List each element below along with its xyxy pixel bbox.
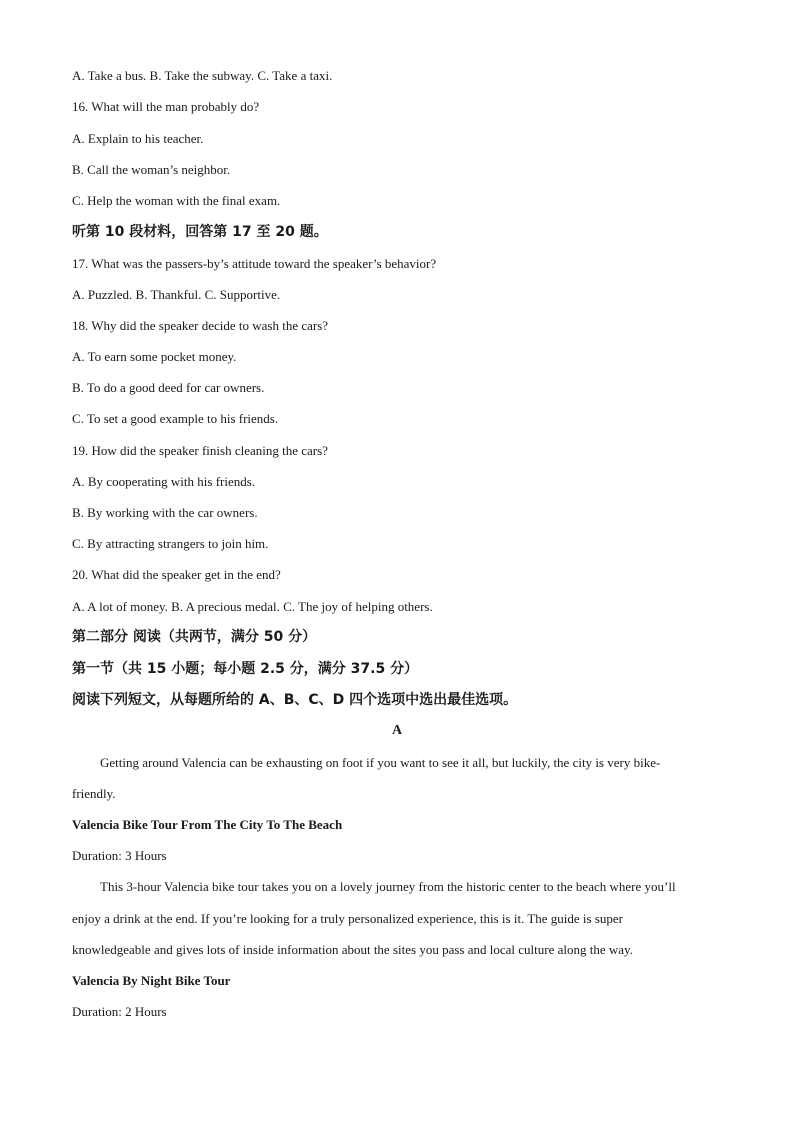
q16-option-b: B. Call the woman’s neighbor. bbox=[72, 162, 231, 177]
q17-options: A. Puzzled. B. Thankful. C. Supportive. bbox=[72, 287, 281, 302]
q18-option-a: A. To earn some pocket money. bbox=[72, 349, 237, 364]
q19-option-c: C. By attracting strangers to join him. bbox=[72, 536, 269, 551]
q20-question: 20. What did the speaker get in the end? bbox=[72, 567, 281, 582]
intro-paragraph-line2: friendly. bbox=[72, 786, 116, 801]
tour2-duration: Duration: 2 Hours bbox=[72, 1004, 167, 1019]
tour1-description-line1: This 3-hour Valencia bike tour takes you on a lovely journey from the historic center to the beach where you’ll bbox=[100, 879, 676, 894]
tour1-title: Valencia Bike Tour From The City To The Beach bbox=[72, 817, 343, 832]
q16-option-a: A. Explain to his teacher. bbox=[72, 131, 204, 146]
q19-question: 19. How did the speaker finish cleaning the cars? bbox=[72, 443, 328, 458]
tour1-description-line3: knowledgeable and gives lots of inside information about the sites you pass and local culture along the way. bbox=[72, 942, 633, 957]
section1-heading: 第一节（共 15 小题；每小题 2.5 分，满分 37.5 分） bbox=[72, 661, 419, 677]
reading-instructions: 阅读下列短文，从每题所给的 A、B、C、D 四个选项中选出最佳选项。 bbox=[72, 692, 518, 708]
tour1-description-line2: enjoy a drink at the end. If you’re looking for a truly personalized experience, this is it. The guide is super bbox=[72, 911, 624, 926]
q15-options: A. Take a bus. B. Take the subway. C. Take a taxi. bbox=[72, 68, 333, 83]
q18-option-b: B. To do a good deed for car owners. bbox=[72, 380, 265, 395]
q18-option-c: C. To set a good example to his friends. bbox=[72, 411, 279, 426]
passage-letter: A bbox=[391, 723, 403, 738]
q17-question: 17. What was the passers-by’s attitude toward the speaker’s behavior? bbox=[72, 256, 437, 271]
tour1-duration: Duration: 3 Hours bbox=[72, 848, 167, 863]
q20-options: A. A lot of money. B. A precious medal. C. The joy of helping others. bbox=[72, 599, 433, 614]
tour2-title: Valencia By Night Bike Tour bbox=[72, 973, 231, 988]
section10-heading: 听第 10 段材料，回答第 17 至 20 题。 bbox=[72, 224, 328, 240]
q18-question: 18. Why did the speaker decide to wash the cars? bbox=[72, 318, 329, 333]
q16-option-c: C. Help the woman with the final exam. bbox=[72, 193, 281, 208]
part2-heading: 第二部分 阅读（共两节，满分 50 分） bbox=[72, 629, 317, 645]
q16-question: 16. What will the man probably do? bbox=[72, 99, 260, 114]
q19-option-a: A. By cooperating with his friends. bbox=[72, 474, 256, 489]
intro-paragraph-line1: Getting around Valencia can be exhausting on foot if you want to see it all, but luckily, the city is very bike- bbox=[100, 755, 661, 770]
q19-option-b: B. By working with the car owners. bbox=[72, 505, 258, 520]
